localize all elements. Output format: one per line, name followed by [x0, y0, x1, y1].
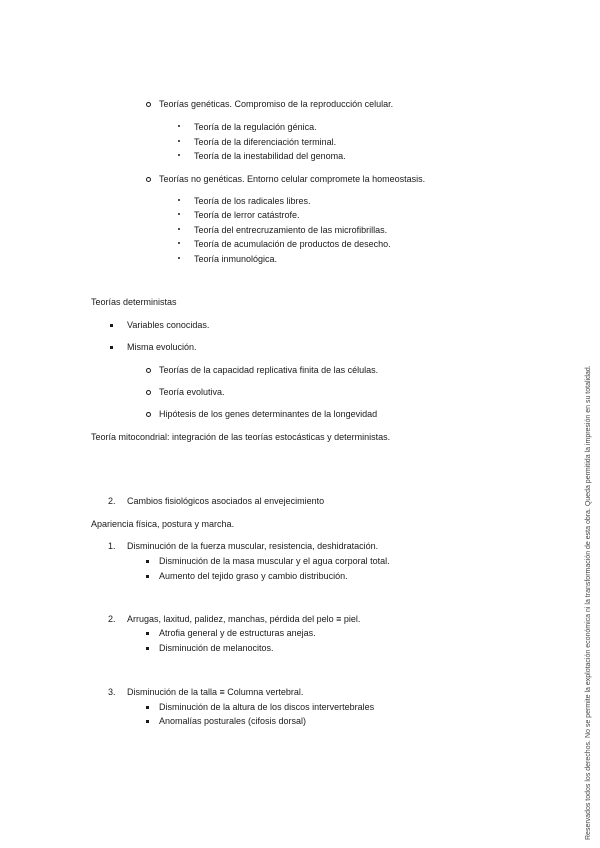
square-bullet: [146, 706, 149, 709]
list-item: Teorías de la capacidad replicativa finita de las células.: [159, 365, 379, 375]
dot-bullet: [178, 199, 180, 201]
dot-bullet: [178, 213, 180, 215]
list-item: Teoría de la regulación génica.: [194, 122, 317, 132]
list-item: Misma evolución.: [127, 342, 197, 352]
subheading: Apariencia física, postura y marcha.: [91, 519, 235, 529]
list-item: Teoría inmunológica.: [194, 254, 278, 264]
list-item: Arrugas, laxitud, palidez, manchas, pérdida del pelo ≡ piel.: [127, 614, 361, 624]
circle-bullet: [146, 177, 151, 182]
list-number: 2.: [108, 614, 116, 624]
list-item: Teoría de los radicales libres.: [194, 196, 311, 206]
list-item: Teorías no genéticas. Entorno celular compromete la homeostasis.: [159, 174, 426, 184]
section-heading: Cambios fisiológicos asociados al envejecimiento: [127, 496, 325, 506]
list-item: Teoría de lerror catástrofe.: [194, 210, 300, 220]
list-item: Disminución de la altura de los discos intervertebrales: [159, 702, 375, 712]
list-number: 3.: [108, 687, 116, 697]
dot-bullet: [178, 242, 180, 244]
square-bullet: [146, 560, 149, 563]
list-item: Hipótesis de los genes determinantes de la longevidad: [159, 409, 378, 419]
dot-bullet: [178, 154, 180, 156]
dot-bullet: [178, 125, 180, 127]
list-item: Disminución de la fuerza muscular, resistencia, deshidratación.: [127, 541, 379, 551]
dot-bullet: [178, 257, 180, 259]
section-number: 2.: [108, 496, 116, 506]
list-item: Teoría del entrecruzamiento de las microfibrillas.: [194, 225, 388, 235]
square-bullet: [146, 632, 149, 635]
square-bullet: [110, 324, 113, 327]
rights-notice: Reservados todos los derechos. No se permite la explotación económica ni la transformación de esta obra. Queda permitida la impresión en su totalidad.: [585, 365, 592, 840]
square-bullet: [146, 647, 149, 650]
list-item: Disminución de la masa muscular y el agua corporal total.: [159, 556, 390, 566]
list-item: Anomalías posturales (cifosis dorsal): [159, 716, 307, 726]
dot-bullet: [178, 228, 180, 230]
list-item: Disminución de la talla ≡ Columna vertebral.: [127, 687, 304, 697]
list-item: Atrofia general y de estructuras anejas.: [159, 628, 316, 638]
square-bullet: [110, 346, 113, 349]
circle-bullet: [146, 390, 151, 395]
list-item: Teoría de acumulación de productos de desecho.: [194, 239, 391, 249]
list-number: 1.: [108, 541, 116, 551]
paragraph: Teoría mitocondrial: integración de las teorías estocásticas y deterministas.: [91, 432, 391, 442]
list-item: Teoría evolutiva.: [159, 387, 225, 397]
circle-bullet: [146, 102, 151, 107]
dot-bullet: [178, 140, 180, 142]
square-bullet: [146, 575, 149, 578]
section-heading: Teorías deterministas: [91, 297, 177, 307]
circle-bullet: [146, 368, 151, 373]
list-item: Teoría de la diferenciación terminal.: [194, 137, 337, 147]
list-item: Disminución de melanocitos.: [159, 643, 274, 653]
list-item: Aumento del tejido graso y cambio distribución.: [159, 571, 348, 581]
circle-bullet: [146, 412, 151, 417]
list-item: Teorías genéticas. Compromiso de la reproducción celular.: [159, 99, 394, 109]
list-item: Variables conocidas.: [127, 320, 210, 330]
list-item: Teoría de la inestabilidad del genoma.: [194, 151, 346, 161]
square-bullet: [146, 720, 149, 723]
